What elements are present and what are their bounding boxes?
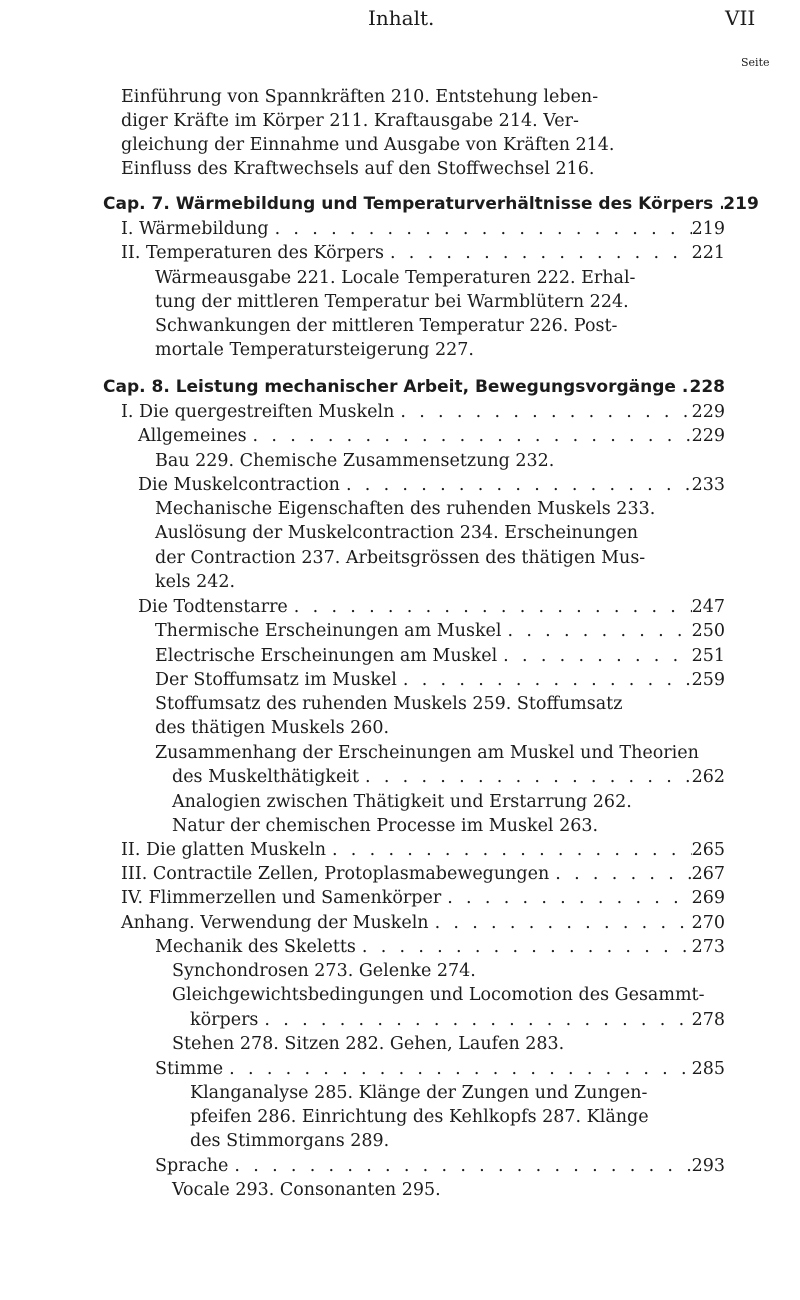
page-header-title: Inhalt. — [368, 6, 435, 30]
toc-subentry-text: Natur der chemischen Processe im Muskel 263. — [172, 816, 599, 836]
toc-entry-title: Electrische Erscheinungen am Muskel — [155, 646, 498, 666]
dot-leader — [356, 935, 692, 959]
toc-page-number: 251 — [691, 646, 725, 666]
toc-entry — [121, 400, 725, 424]
toc-page-number: 228 — [689, 377, 725, 397]
toc-page-number: 267 — [691, 864, 725, 884]
toc-page-number: 229 — [691, 402, 725, 422]
toc-entry — [155, 668, 725, 692]
dot-leader — [258, 1008, 691, 1032]
dot-leader — [549, 862, 691, 886]
toc-page-number: 262 — [691, 767, 725, 787]
toc-subentry-text: Einfluss des Kraftwechsels auf den Stoffwechsel 216. — [121, 159, 595, 179]
toc-subentry-text: Wärmeausgabe 221. Locale Temperaturen 222. Erhal- — [155, 268, 636, 288]
toc-subentry-text: Synchondrosen 273. Gelenke 274. — [172, 961, 476, 981]
dot-leader — [397, 668, 692, 692]
toc-entry-title: III. Contractile Zellen, Protoplasmabewegungen — [121, 864, 550, 884]
toc-subentry-text: Mechanische Eigenschaften des ruhenden Muskels 233. — [155, 499, 656, 519]
toc-entry-title: I. Wärmebildung — [121, 219, 269, 239]
dot-leader — [326, 838, 692, 862]
toc-entry — [121, 838, 725, 862]
toc-entry-title: Thermische Erscheinungen am Muskel — [155, 621, 502, 641]
toc-entry — [121, 862, 725, 886]
chapter-heading — [103, 375, 725, 399]
dot-leader — [713, 192, 723, 216]
toc-page-number: 285 — [691, 1059, 725, 1079]
toc-subentry-text: kels 242. — [155, 572, 236, 592]
toc-entry-title: Allgemeines — [138, 426, 247, 446]
toc-entry-title: Anhang. Verwendung der Muskeln — [121, 913, 429, 933]
toc-entry-title: Mechanik des Skeletts — [155, 937, 356, 957]
dot-leader — [497, 644, 691, 668]
toc-entry-title: körpers — [190, 1010, 259, 1030]
toc-subentry-text: gleichung der Einnahme und Ausgabe von Kräften 214. — [121, 135, 615, 155]
toc-subentry-text: Stehen 278. Sitzen 282. Gehen, Laufen 283. — [172, 1034, 565, 1054]
toc-entry — [121, 241, 725, 265]
dot-leader — [288, 595, 692, 619]
toc-subentry-text: Klanganalyse 285. Klänge der Zungen und Zungen- — [190, 1083, 648, 1103]
toc-subentry-text: mortale Temperatursteigerung 227. — [155, 340, 474, 360]
toc-page-number: 219 — [691, 219, 725, 239]
toc-entry — [172, 765, 725, 789]
dot-leader — [223, 1057, 691, 1081]
toc-entry-title: Die Muskelcontraction — [138, 475, 340, 495]
dot-leader — [228, 1154, 691, 1178]
dot-leader — [340, 473, 692, 497]
toc-page-number: 233 — [691, 475, 725, 495]
toc-page-number: 247 — [691, 597, 725, 617]
toc-entry-title: Die Todtenstarre — [138, 597, 288, 617]
dot-leader — [394, 400, 691, 424]
toc-entry — [155, 1154, 725, 1178]
toc-subentry-text: tung der mittleren Temperatur bei Warmblütern 224. — [155, 292, 629, 312]
dot-leader — [429, 911, 692, 935]
toc-subentry-text: des Stimmorgans 289. — [190, 1131, 390, 1151]
dot-leader — [247, 424, 692, 448]
toc-entry-title: Cap. 7. Wärmebildung und Temperaturverhältnisse des Körpers — [103, 194, 714, 214]
toc-entry-title: I. Die quergestreiften Muskeln — [121, 402, 395, 422]
toc-subentry-text: Zusammenhang der Erscheinungen am Muskel und Theorien — [155, 743, 699, 763]
dot-leader — [441, 886, 691, 910]
toc-page-number: 221 — [691, 243, 725, 263]
toc-entry — [138, 424, 725, 448]
toc-page-number: 269 — [691, 888, 725, 908]
toc-subentry-text: diger Kräfte im Körper 211. Kraftausgabe 214. Ver- — [121, 111, 579, 131]
toc-entry — [121, 886, 725, 910]
toc-entry-title: Sprache — [155, 1156, 229, 1176]
dot-leader — [359, 765, 692, 789]
toc-subentry-text: Bau 229. Chemische Zusammensetzung 232. — [155, 451, 555, 471]
chapter-heading — [103, 192, 759, 216]
toc-entry — [121, 911, 725, 935]
toc-entry-title: IV. Flimmerzellen und Samenkörper — [121, 888, 442, 908]
toc-entry-title: Cap. 8. Leistung mechanischer Arbeit, Bewegungsvorgänge — [103, 377, 676, 397]
toc-entry-title: II. Temperaturen des Körpers — [121, 243, 384, 263]
toc-subentry-text: Stoffumsatz des ruhenden Muskels 259. Stoffumsatz — [155, 694, 623, 714]
dot-leader — [269, 217, 692, 241]
toc-subentry-text: des thätigen Muskels 260. — [155, 718, 390, 738]
toc-entry-title: Der Stoffumsatz im Muskel — [155, 670, 397, 690]
toc-entry — [190, 1008, 725, 1032]
dot-leader — [384, 241, 692, 265]
toc-page-number: 273 — [691, 937, 725, 957]
toc-entry — [121, 217, 725, 241]
toc-page-number: 278 — [691, 1010, 725, 1030]
toc-entry — [155, 1057, 725, 1081]
toc-entry-title: II. Die glatten Muskeln — [121, 840, 326, 860]
toc-subentry-text: Einführung von Spannkräften 210. Entstehung leben- — [121, 87, 599, 107]
toc-page-number: 293 — [691, 1156, 725, 1176]
toc-subentry-text: Schwankungen der mittleren Temperatur 226. Post- — [155, 316, 618, 336]
toc-page-number: 229 — [691, 426, 725, 446]
toc-page-number: 270 — [691, 913, 725, 933]
toc-entry-title: des Muskelthätigkeit — [172, 767, 359, 787]
toc-page-number: 219 — [723, 194, 759, 214]
toc-subentry-text: pfeifen 286. Einrichtung des Kehlkopfs 287. Klänge — [190, 1107, 649, 1127]
page-header-number: VII — [725, 6, 756, 30]
toc-subentry-text: Analogien zwischen Thätigkeit und Erstarrung 262. — [172, 792, 632, 812]
toc-subentry-text: der Contraction 237. Arbeitsgrössen des thätigen Mus- — [155, 548, 646, 568]
toc-entry — [138, 595, 725, 619]
dot-leader — [502, 619, 692, 643]
page-column-label: Seite — [741, 56, 770, 69]
toc-subentry-text: Gleichgewichtsbedingungen und Locomotion des Gesammt- — [172, 985, 705, 1005]
toc-subentry-text: Vocale 293. Consonanten 295. — [172, 1180, 441, 1200]
toc-page-number: 250 — [691, 621, 725, 641]
toc-page-number: 259 — [691, 670, 725, 690]
toc-entry-title: Stimme — [155, 1059, 224, 1079]
toc-subentry-text: Auslösung der Muskelcontraction 234. Erscheinungen — [155, 523, 639, 543]
toc-entry — [138, 473, 725, 497]
toc-entry — [155, 619, 725, 643]
toc-page-number: 265 — [691, 840, 725, 860]
toc-entry — [155, 935, 725, 959]
dot-leader — [676, 375, 690, 399]
toc-entry — [155, 644, 725, 668]
